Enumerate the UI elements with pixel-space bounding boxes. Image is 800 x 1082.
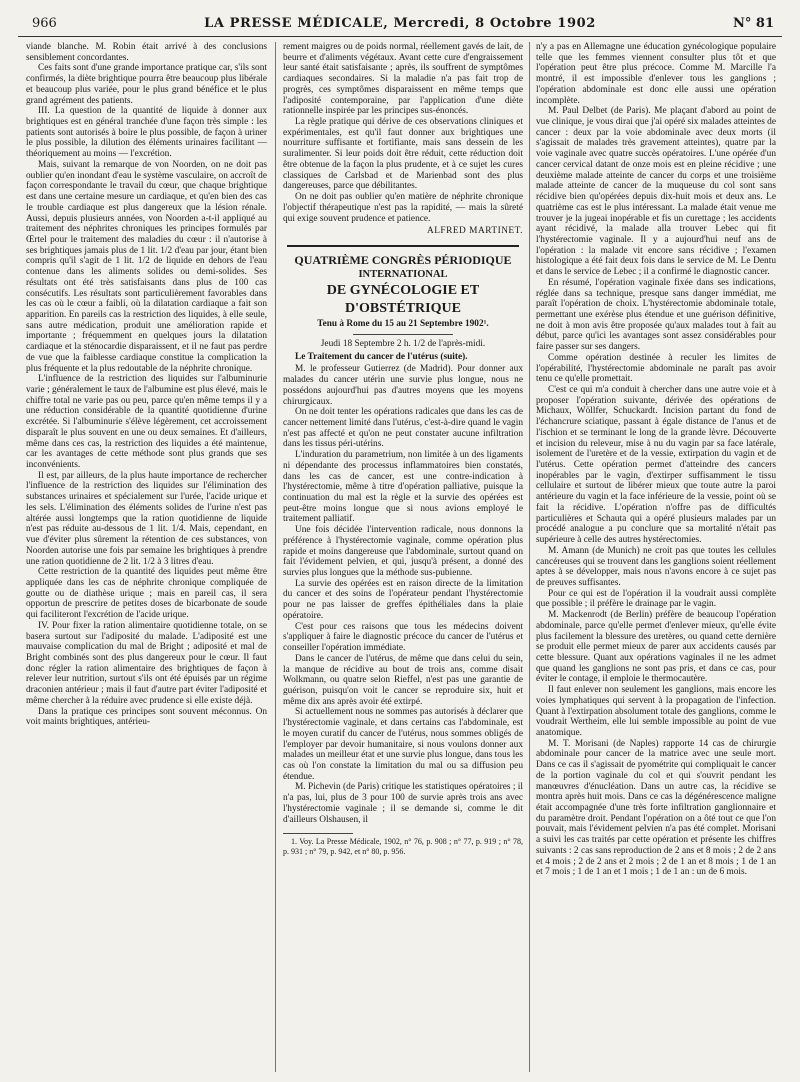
paragraph: Pour ce qui est de l'opération il la voudrait aussi complète que possible ; il préfère le drainage par le vagin. [536,588,776,610]
column-separator [529,42,530,1072]
paragraph: On ne doit tenter les opérations radicales que dans les cas de cancer nettement limité dans l'utérus, c'est-à-dire quand le vagin n'est pas affecté et qu'on ne peut constater aucune infiltration dans les tissus péri-utérins. [283,407,523,450]
paragraph: En résumé, l'opération vaginale fixée dans ses indications, réglée dans sa technique, presque sans danger immédiat, me paraît l'opération de choix. L'hystérectomie abdominale totale, permettant une exérèse plus étendue et une guérison définitive, ne doit à mon avis être proposée qu'aux malades tout à fait au début, parce qu'ici les avantages sont assez considérables pour faire passer sur ses dangers. [536,277,776,353]
paragraph: C'est ce qui m'a conduit à chercher dans une autre voie et à proposer l'opération suivante, dérivée des opérations de Michaux, Wöllfer, Schuckardt. Incision partant du fond de l'échancrure sciatique, passant à égale distance de l'anus et de l'ischion et se terminant le long de la grande lèvre. Découverte et incision du releveur, mise à nu du vagin par sa face latérale, isolement de l'uretère et de la vessie, extirpation du vagin et de l'utérus. Cette opération permet d'atteindre des cancers inopérables par le vagin, d'extirper suffisamment le tissu cellulaire et surtout de libérer mieux que toute autre la paroi antérieure du vagin et la face inférieure de la vessie, point où se fait la récidive. L'opération n'offre pas de difficultés particulières et Schauta qui a opéré plusieurs malades par un procédé analogue a pu conclure que sa mortalité n'était pas supérieure à celle des autres hystérectomies. [536,385,776,546]
section-subtitle: Le Traitement du cancer de l'utérus (suite). [295,351,468,362]
paragraph: n'y a pas en Allemagne une éducation gynécologique populaire telle que les femmes viennent consulter plus tôt et que l'opération peut être plus précoce. Comme M. Marcille l'a montré, il est impossible d'enlever tous les ganglions ; l'opération abdominale est donc elle aussi une opération incomplète. [536,42,776,106]
paragraph: M. Amann (de Munich) ne croit pas que toutes les cellules cancéreuses qui se trouvent dans les ganglions soient réellement aptes à se développer, mais nous n'avons encore à ce sujet pas de preuves suffisantes. [536,545,776,588]
paragraph: L'influence de la restriction des liquides sur l'albuminurie varie ; généralement le taux de l'albumine est plus élevé, mais le chiffre total ne varie pas ou peu, parce qu'en même temps il y a une réduction considérable de la quantité quotidienne d'urine excrétée. Si l'albuminurie s'élève légèrement, cet accroissement disparaît le plus souvent en une ou deux semaines. Et d'ailleurs, même dans ces cas, la restriction des liquides a été maintenue, car les avantages de cette méthode sont plus grands que ses inconvénients. [26,374,267,471]
column-separator [275,42,276,1072]
congress-title-line-2: INTERNATIONAL [358,268,448,280]
paragraph: La règle pratique qui dérive de ces observations cliniques et expérimentales, est qu'il faut donner aux brightiques une nourriture suffisante et fortifiante, mais sans dessein de les suralimenter. Si leur poids doit être réduit, cette réduction doit être obtenue de la façon la plus prudente, et à ce sujet les cures classiques de Carlsbad et de Marienbad sont des plus dangereuses, parce que débilitantes. [283,117,523,192]
running-header [18,16,782,38]
congress-title-line-1: QUATRIÈME CONGRÈS PÉRIODIQUE [294,252,512,267]
paragraph: M. Pichevin (de Paris) critique les statistiques opératoires ; il n'a pas, lui, plus de 3 pour 100 de survie après trois ans avec l'hystérectomie vaginale ; il se demande si, comme le dit d'ailleurs Olshausen, il [283,782,523,825]
paragraph: Il faut enlever non seulement les ganglions, mais encore les voies lymphatiques qui servent à la propagation de l'infection. Quant à l'extirpation absolument totale des ganglions, comme le voudrait Wertheim, elle lui semble impossible au point de vue anatomique. [536,685,776,738]
page-number: 966 [32,16,57,31]
journal-title: LA PRESSE MÉDICALE, Mercredi, 8 Octobre 1902 [204,16,596,31]
paragraph: La survie des opérées est en raison directe de la limitation du cancer et des soins de l'opérateur pendant l'hystérectomie pour ne pas laisser de greffes épithéliales dans la plaie opératoire. [283,578,523,621]
paragraph: M. T. Morisani (de Naples) rapporte 14 cas de chirurgie abdominale pour cancer de la matrice avec une seule mort. Dans ce cas il s'agissait de pyométrite qui compliquait le cancer de la portion vaginale du col et qui s'ouvrit pendant les manœuvres d'énucléation. Dans un autre cas, la récidive se montra après huit mois. Dans ce cas la dégénérescence maligne était accompagnée d'une très forte infiltration ganglionnaire et du paramètre droit. Pendant l'opération on a ôté tout ce que l'on pouvait, mais l'évidement pelvien n'a pas été complet. Morisani a suivi les cas traités par cette opération et présente les chiffres suivants : 2 cas sans reproduction de 2 ans et 8 mois ; 2 de 2 ans et 4 mois ; 2 de 2 ans et 2 mois ; 2 de 1 an et 8 mois ; 1 de 1 an et 7 mois ; 1 de 1 an et 1 mois ; 1 de 1 an : un de 6 mois. [536,738,776,878]
footnote: 1. Voy. La Presse Médicale, 1902, n° 76, p. 908 ; n° 77, p. 919 ; n° 78, p. 931 ; n° 79, p. 942, et n° 80, p. 956. [283,837,523,857]
paragraph: Si actuellement nous ne sommes pas autorisés à déclarer que l'hystérectomie vaginale, et dans certains cas l'abdominale, est le moyen curatif du cancer de l'utérus, nous sommes obligés de l'employer par devoir humanitaire, si nous voulons donner aux malades un meilleur état et une survie plus longue, dans tous les cas où l'on constate la limitation du mal ou sa diffusion peu étendue. [283,707,523,782]
paragraph: Dans le cancer de l'utérus, de même que dans celui du sein, la manque de récidive au bout de trois ans, comme disait Wolkmann, ou quatre selon Rieffel, n'est pas une garantie de guérison, puisqu'on voit le cancer se reproduire six, huit et même dix ans après avoir été extirpé. [283,653,523,707]
paragraph: Il est, par ailleurs, de la plus haute importance de rechercher l'influence de la restriction des liquides sur l'élimination des substances urinaires et spécialement sur l'urée, l'acide urique et les sels. L'élimination des éléments solides de l'urine n'est pas altérée aussi longtemps que la ration quotidienne de liquide n'est pas réduite au-dessous de 1 lit. 1/4. Mais, cependant, en vue d'éviter plus sûrement la rétention de ces substances, von Noorden autorise une fois par semaine les brightiques à prendre une ration quotidienne de 2 lit. 1/2 à 3 litres d'eau. [26,470,267,567]
paragraph: Cette restriction de la quantité des liquides peut même être appliquée dans les cas de néphrite chronique compliquée de goutte ou de diathèse urique ; mais en pareil cas, il sera opportun de prescrire de petites doses de bicarbonate de soude qui faciliteront l'excrétion de l'acide urique. [26,567,267,621]
paragraph: III. La question de la quantité de liquide à donner aux brightiques est en général tranchée d'une façon très simple : les patients sont autorisés à boire le plus possible, de façon à uriner le plus possible, la dilution des éléments urinaires facilitant — théoriquement au moins — l'excrétion. [26,106,267,160]
paragraph: M. Paul Delbet (de Paris). Me plaçant d'abord au point de vue clinique, je vous dirai que j'ai opéré six malades atteintes de cancer : deux par la voie abdominale avec deux morts (il s'agissait de malades très gravement atteintes), quatre par la voie vaginale avec quatre succès opératoires. L'une opérée d'un cancer cervical datant de onze mois est en pleine récidive ; une deuxième malade atteinte de cancer du corps et une troisième malade atteinte de cancer de la muqueuse du col sont sans récidive bien qu'opérées depuis dix-huit mois et deux ans. Le quatrième cas est le plus intéressant. La malade était venue me trouver je la jugeai inopérable et fis un curettage ; les accidents ayant récidivé, la malade alla trouver Lebec qui fit l'hystérectomie vaginale. Il y a aujourd'hui neuf ans de l'opération : la malade vit encore sans récidive ; l'examen histologique a été fait deux fois dans le service de M. Le Dentu et dans le service de Lebec ; il a confirmé le diagnostic cancer. [536,106,776,278]
paragraph: rement maigres ou de poids normal, réellement gavés de lait, de beurre et d'aliments végétaux. Avant cette cure d'engraissement leur santé était satisfaisante ; après, ils souffrent de symptômes cardiaques secondaires. Si la maladie n'a pas fait trop de progrès, ces symptômes disparaissent en même temps que l'adiposité contemporaine, par l'application d'une diète rationnelle inspirée par les principes sus-énoncés. [283,42,523,117]
paragraph: Mais, suivant la remarque de von Noorden, on ne doit pas oublier qu'en inondant d'eau le système vasculaire, on accroît de façon correspondante le travail du cœur, que chaque brightique est dans une certaine mesure un cardiaque, et qu'en bien des cas le trouble cardiaque est plus dangereux que la lésion rénale. Aussi, depuis plusieurs années, von Noorden a-t-il appliqué au traitement des néphrites chroniques les principes formulés par Œrtel pour le traitement des maladies du cœur : il n'autorise à ses brightiques jamais plus de 1 lit. 1/2 d'eau par jour, étant bien compris qu'il s'agit de 1 lit. 1/2 de liquide en dehors de l'eau contenue dans les aliments solides ou demi-solides. Ses résultats ont été très satisfaisants dans plus de 100 cas consécutifs. Les résultats sont particulièrement favorables dans les cas où le cœur a faibli, où la dilatation cardiaque a fait son apparition. En pareils cas la restriction des liquides, à elle seule, sans autre médication, produit une amélioration rapide et importante ; fréquemment en quelques jours la dilatation cardiaque et la sténocardie disparaissent, et il ne faut pas perdre de vue que la faiblesse cardiaque constitue la complication la plus fréquente et la plus redoutable de la néphrite chronique. [26,159,267,374]
paragraph: Comme opération destinée à reculer les limites de l'opérabilité, l'hystérectomie abdominale ne paraît pas avoir tenu ce qu'elle promettait. [536,352,776,385]
divider [353,334,453,335]
column-2 [283,42,523,1076]
header-rule [18,36,782,37]
paragraph: IV. Pour fixer la ration alimentaire quotidienne totale, on se basera surtout sur l'adiposité du malade. L'adiposité est une mauvaise complication du mal de Bright ; adiposité et mal de Bright combinés sont des plus dangereux pour le cœur. Il faut donc régler la ration alimentaire des brightiques de façon à relever leur nutrition, surtout s'ils ont été épuisés par un régime draconien antérieur ; mais il faut d'autre part éviter l'adiposité et même chercher à la réduire avec prudence si elle existe déjà. [26,620,267,706]
paragraph: L'induration du parametrium, non limitée à un des ligaments ni dépendante des processus inflammatoires bien constatés, dans les cas de cancer, est une contre-indication à l'hystérectomie, même à titre d'opération palliative, puisque la continuation du mal est la règle et la survie des opérées est peut-être moins longue que si nous avions employé le traitement palliatif. [283,450,523,525]
paragraph: M. Mackenrodt (de Berlin) préfère de beaucoup l'opération abdominale, parce qu'elle permet d'enlever mieux, qu'elle évite plus facilement la blessure des uretères, ou quand cette dernière se produit elle permet mieux de parer aux accidents causés par cette blessure. Quant aux opérations vaginales il ne les admet que quand les ganglions ne sont pas pris, et dans ce cas, pour éviter le contage, il emploie le thermocautère. [536,610,776,685]
paragraph: M. le professeur Gutierrez (de Madrid). Pour donner aux malades du cancer utérin une survie plus longue, nous ne possédons aujourd'hui pas d'autres moyens que les moyens chirurgicaux. [283,364,523,407]
column-3 [536,42,776,1076]
session-line: Jeudi 18 Septembre 2 h. 1/2 de l'après-midi. [320,338,486,349]
paragraph: Une fois décidée l'intervention radicale, nous donnons la préférence à l'hystérectomie vaginale, comme opération plus rapide et moins dangereuse que l'abdominale, surtout quand on fait l'évidement pelvien, et qui, jusqu'à présent, a donné des survies plus longues que la méthode sus-pubienne. [283,525,523,579]
section-rule [287,245,519,247]
column-1 [26,42,267,1076]
footnote-rule [283,833,353,834]
paragraph: C'est pour ces raisons que tous les médecins doivent s'appliquer à faire le diagnostic précoce du cancer de l'utérus et conseiller l'opération immédiate. [283,621,523,654]
paragraph: viande blanche. M. Robin était arrivé à des conclusions sensiblement concordantes. [26,42,267,63]
congress-title-line-3: DE GYNÉCOLOGIE ET D'OBSTÉTRIQUE [326,282,480,316]
paragraph: On ne doit pas oublier qu'en matière de néphrite chronique l'objectif thérapeutique n'est pas la rapidité, — mais la sûreté qui exige souvent prudence et patience. [283,192,523,224]
issue-number: N° 81 [733,16,774,31]
paragraph: Ces faits sont d'une grande importance pratique car, s'ils sont confirmés, la diète brightique pourra être beaucoup plus libérale et beaucoup plus variée, pour le plus grand bénéfice et le plus grand agrément des patients. [26,63,267,106]
author-signature: ALFRED MARTINET. [426,226,523,237]
paragraph: Dans la pratique ces principes sont souvent méconnus. On voit maints brightiques, antérieu- [26,706,267,728]
congress-subtitle: Tenu à Rome du 15 au 21 Septembre 1902¹. [317,318,489,329]
